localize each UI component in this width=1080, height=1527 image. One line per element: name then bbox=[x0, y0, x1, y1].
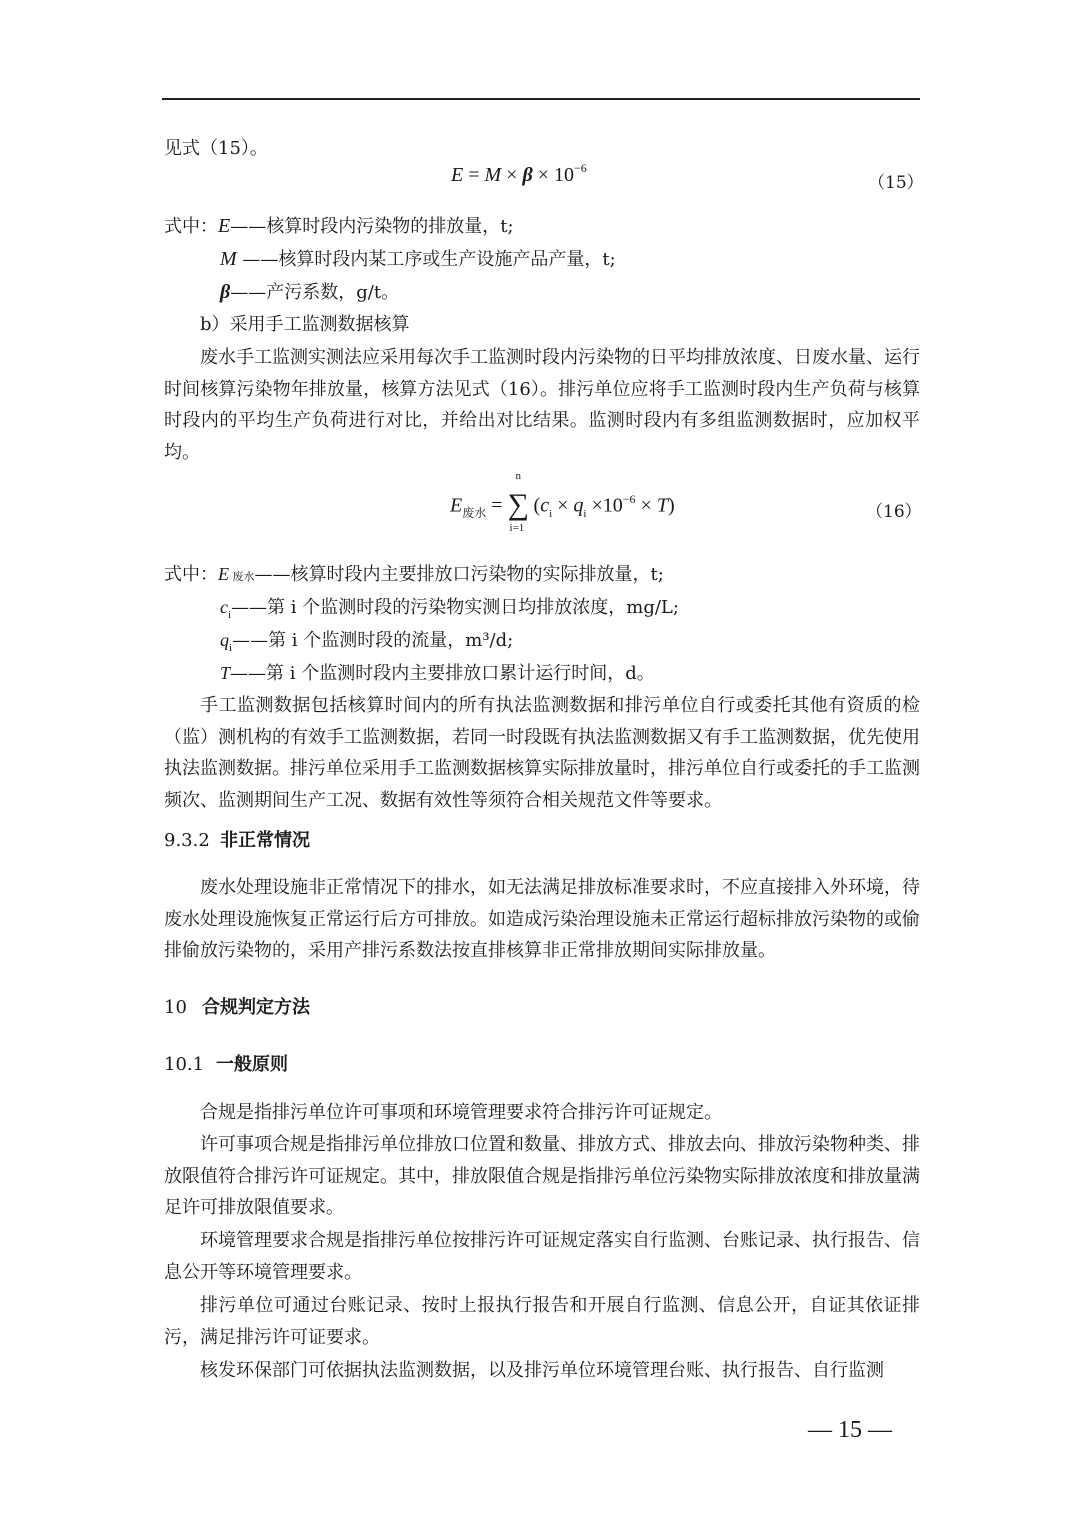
eq16-times-3: × bbox=[635, 494, 657, 517]
eq15-E: E bbox=[451, 164, 464, 186]
where-1-line-2 bbox=[220, 244, 616, 275]
eq16-E: E bbox=[450, 494, 463, 517]
where-2-c-subscript: i bbox=[228, 609, 232, 621]
where-2-desc-T: ——第 i 个监测时段内主要排放口累计运行时间，d。 bbox=[230, 663, 655, 684]
sum-upper-limit: n bbox=[515, 470, 522, 482]
eq15-M: M bbox=[484, 164, 502, 186]
section-heading-10-1 bbox=[164, 1050, 288, 1080]
where-1-prefix: 式中： bbox=[164, 216, 218, 237]
where-2-E-subscript: 废水 bbox=[229, 570, 255, 583]
section-10-title: 合规判定方法 bbox=[202, 997, 310, 1018]
eq15-times: × bbox=[501, 164, 523, 186]
where-1-symbol-E: E bbox=[218, 215, 231, 237]
where-2-line-4 bbox=[220, 658, 655, 689]
where-2-line-3 bbox=[220, 625, 513, 658]
where-2-desc-E: ——核算时段内主要排放口污染物的实际排放量，t; bbox=[254, 564, 664, 585]
eq16-q: q bbox=[573, 494, 584, 517]
section-10-number: 10 bbox=[164, 997, 187, 1018]
eq16-times-2: × bbox=[586, 494, 603, 517]
where-1-line-3 bbox=[220, 277, 399, 308]
section-heading-9-3-2 bbox=[164, 826, 310, 856]
where-2-prefix: 式中： bbox=[164, 564, 218, 585]
page-number: — 15 — bbox=[808, 1417, 892, 1443]
eq15-times-2: × bbox=[532, 164, 554, 186]
intro-text: 见式（15）。 bbox=[164, 138, 268, 159]
equation-15 bbox=[451, 161, 587, 187]
header-rule bbox=[162, 98, 920, 100]
where-2-desc-q: ——第 i 个监测时段的流量，m³/d; bbox=[232, 630, 514, 651]
eq15-exponent: −6 bbox=[573, 161, 587, 175]
where-2-symbol-T: T bbox=[220, 663, 231, 683]
paragraph-2: 手工监测数据包括核算时间内的所有执法监测数据和排污单位自行或委托其他有资质的检（监）测机构的有效手工监测数据，若同一时段既有执法监测数据又有手工监测数据，优先使用执法监测数据。排污单位采用手工监测数据核算实际排放量时，排污单位自行或委托的手工监测频次、监测期间生产工况、数据有效性等须符合相关规范文件等要求。 bbox=[164, 695, 920, 811]
where-2-symbol-E: E bbox=[218, 564, 229, 584]
section-10-1-title: 一般原则 bbox=[216, 1054, 288, 1075]
where-1-desc-E: ——核算时段内污染物的排放量，t; bbox=[230, 216, 514, 237]
paragraph-5: 许可事项合规是指排污单位排放口位置和数量、排放方式、排放去向、排放污染物种类、排放限值符合排污许可证规定。其中，排放限值合规是指排污单位污染物实际排放浓度和排放量满足许可排放限值要求。 bbox=[164, 1134, 920, 1218]
section-9-3-2-title: 非正常情况 bbox=[220, 830, 310, 851]
eq15-beta: β bbox=[522, 164, 533, 186]
paragraph-1: 废水手工监测实测法应采用每次手工监测时段内污染物的日平均排放浓度、日废水量、运行时间核算污染物年排放量，核算方法见式（16）。排污单位应将手工监测时段内生产负荷与核算时段内的平均生产负荷进行对比，并给出对比结果。监测时段内有多组监测数据时，应加权平均。 bbox=[164, 347, 920, 463]
where-2-symbol-c: c bbox=[220, 597, 228, 617]
eq16-c: c bbox=[540, 494, 550, 517]
subheading-b: b）采用手工监测数据核算 bbox=[200, 314, 410, 335]
eq16-equals: = bbox=[486, 494, 508, 517]
paragraph-3: 废水处理设施非正常情况下的排水，如无法满足排放标准要求时，不应直接排入外环境，待废水处理设施恢复正常运行后方可排放。如造成污染治理设施未正常运行超标排放污染物的或偷排偷放污染物的，采用产排污系数法按直排核算非正常排放期间实际排放量。 bbox=[164, 877, 920, 961]
eq16-c-subscript: i bbox=[549, 507, 553, 520]
section-10-1-number: 10.1 bbox=[164, 1054, 205, 1075]
section-9-3-2-number: 9.3.2 bbox=[164, 830, 210, 851]
eq16-q-subscript: i bbox=[583, 507, 587, 520]
where-2-q-subscript: i bbox=[229, 642, 233, 654]
where-2-line-1 bbox=[164, 559, 664, 592]
eq16-ten: 10 bbox=[602, 494, 623, 517]
paragraph-6: 环境管理要求合规是指排污单位按排污许可证规定落实自行监测、台账记录、执行报告、信息公开等环境管理要求。 bbox=[164, 1230, 920, 1283]
where-1-symbol-beta: β bbox=[220, 281, 231, 303]
sigma-icon: ∑ bbox=[507, 488, 529, 521]
paragraph-7: 排污单位可通过台账记录、按时上报执行报告和开展自行监测、信息公开，自证其依证排污，满足排污许可证要求。 bbox=[164, 1295, 920, 1348]
equation-16-number: （16） bbox=[866, 502, 922, 522]
eq16-exponent: −6 bbox=[622, 491, 636, 506]
where-2-line-2 bbox=[220, 592, 679, 625]
where-2-desc-c: ——第 i 个监测时段的污染物实测日均排放浓度，mg/L; bbox=[231, 597, 679, 618]
where-1-desc-beta: ——产污系数，g/t。 bbox=[230, 282, 400, 303]
equation-16 bbox=[450, 470, 675, 534]
where-1-symbol-M: M bbox=[220, 248, 237, 270]
paragraph-8: 核发环保部门可依据执法监测数据，以及排污单位环境管理台账、执行报告、自行监测 bbox=[200, 1360, 884, 1381]
eq15-ten: 10 bbox=[553, 164, 574, 186]
summation bbox=[507, 470, 534, 534]
section-heading-10 bbox=[164, 993, 310, 1023]
where-2-symbol-q: q bbox=[220, 630, 229, 650]
paragraph-4: 合规是指排污单位许可事项和环境管理要求符合排污许可证规定。 bbox=[200, 1102, 722, 1123]
where-1-desc-M: ——核算时段内某工序或生产设施产品产量，t; bbox=[236, 249, 616, 270]
eq15-equals: = bbox=[463, 164, 485, 186]
eq16-E-subscript: 废水 bbox=[462, 505, 487, 520]
sum-lower-limit: i=1 bbox=[509, 522, 525, 534]
eq16-times-1: × bbox=[552, 494, 574, 517]
where-1-line-1 bbox=[164, 211, 514, 242]
equation-15-number: （15） bbox=[868, 173, 924, 193]
eq16-rparen: ) bbox=[667, 494, 675, 517]
eq16-T: T bbox=[656, 494, 668, 517]
eq16-lparen: ( bbox=[533, 494, 541, 517]
